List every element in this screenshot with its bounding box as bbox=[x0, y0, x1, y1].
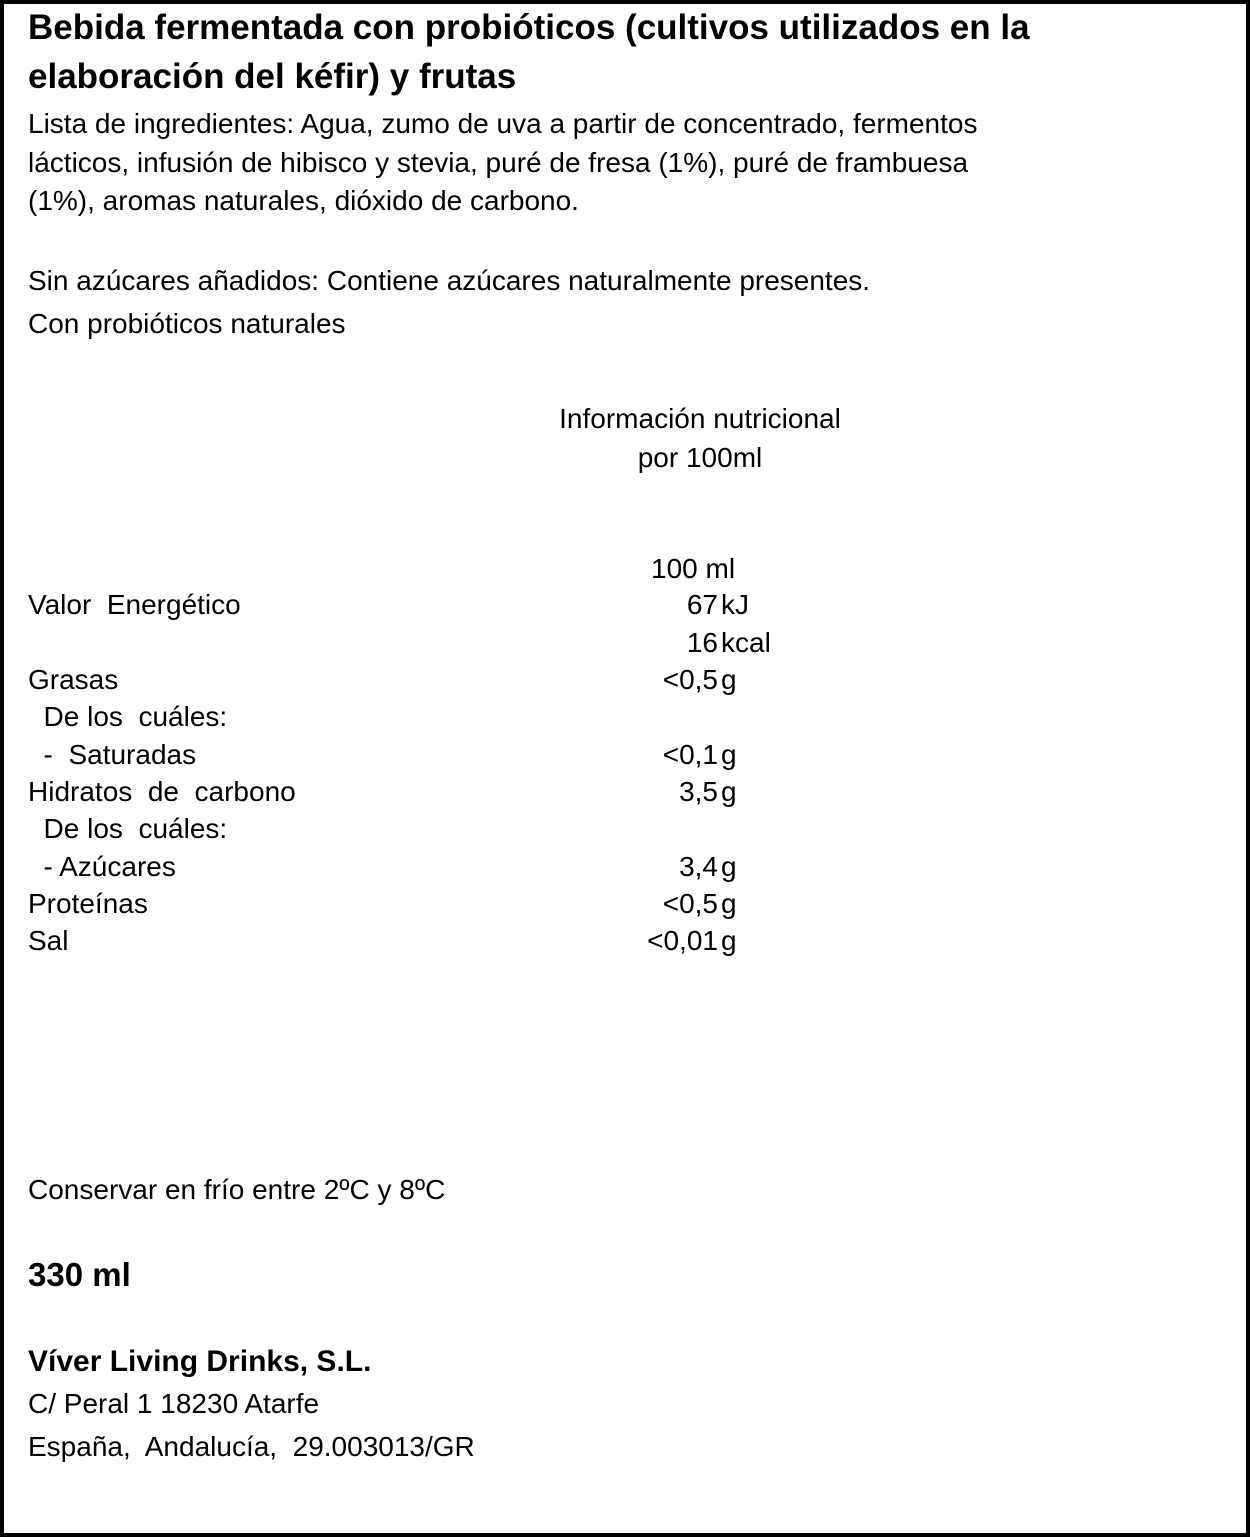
nutrition-column-header: 100 ml bbox=[651, 553, 736, 584]
nutrition-row-value: 16 bbox=[686, 627, 718, 658]
product-title-line1: Bebida fermentada con probióticos (cultivos utilizados en la bbox=[28, 8, 1030, 47]
nutrition-row-unit: kJ bbox=[721, 589, 749, 620]
nutrition-row-label: De los cuáles: bbox=[28, 701, 228, 732]
nutrition-row-value: <0,01 bbox=[647, 925, 718, 956]
nutrition-row-unit: kcal bbox=[721, 627, 771, 658]
claim-no-sugar: Sin azúcares añadidos: Contiene azúcares naturalmente presentes. bbox=[28, 265, 871, 296]
nutrition-row-value: <0,5 bbox=[662, 664, 718, 695]
nutrition-row-unit: g bbox=[721, 664, 737, 695]
nutrition-row-unit: g bbox=[721, 888, 737, 919]
ingredients-line2: lácticos, infusión de hibisco y stevia, puré de fresa (1%), puré de frambuesa bbox=[28, 147, 969, 178]
nutrition-row-value: <0,1 bbox=[662, 739, 718, 770]
company-region-registry: España, Andalucía, 29.003013/GR bbox=[28, 1431, 475, 1462]
nutrition-subheading: por 100ml bbox=[637, 442, 763, 473]
nutrition-heading: Información nutricional bbox=[559, 403, 841, 434]
nutrition-row-unit: g bbox=[721, 851, 737, 882]
net-volume: 330 ml bbox=[28, 1256, 131, 1293]
nutrition-row-label: Proteínas bbox=[28, 888, 148, 919]
nutrition-row-value: 67 bbox=[686, 589, 718, 620]
nutrition-row-value: 3,4 bbox=[679, 851, 718, 882]
nutrition-row-label: - Azúcares bbox=[28, 851, 176, 882]
ingredients-line3: (1%), aromas naturales, dióxido de carbono. bbox=[28, 185, 579, 216]
nutrition-row-label: De los cuáles: bbox=[28, 813, 228, 844]
nutrition-row-label: Grasas bbox=[28, 664, 119, 695]
company-address: C/ Peral 1 18230 Atarfe bbox=[28, 1388, 320, 1419]
company-name: Víver Living Drinks, S.L. bbox=[28, 1345, 372, 1378]
claim-probiotics: Con probióticos naturales bbox=[28, 308, 346, 339]
nutrition-row-value: <0,5 bbox=[662, 888, 718, 919]
nutrition-row-label: - Saturadas bbox=[28, 739, 197, 770]
nutrition-row-label: Sal bbox=[28, 925, 69, 956]
nutrition-row-value: 3,5 bbox=[679, 776, 718, 807]
ingredients-line1: Lista de ingredientes: Agua, zumo de uva a partir de concentrado, fermentos bbox=[28, 108, 978, 139]
nutrition-row-unit: g bbox=[721, 925, 737, 956]
nutrition-row-label: Hidratos de carbono bbox=[28, 776, 296, 807]
nutrition-row-unit: g bbox=[721, 776, 737, 807]
storage-instructions: Conservar en frío entre 2ºC y 8ºC bbox=[28, 1174, 446, 1205]
nutrition-row-label: Valor Energético bbox=[28, 589, 241, 620]
product-title-line2: elaboración del kéfir) y frutas bbox=[28, 57, 517, 96]
nutrition-row-unit: g bbox=[721, 739, 737, 770]
